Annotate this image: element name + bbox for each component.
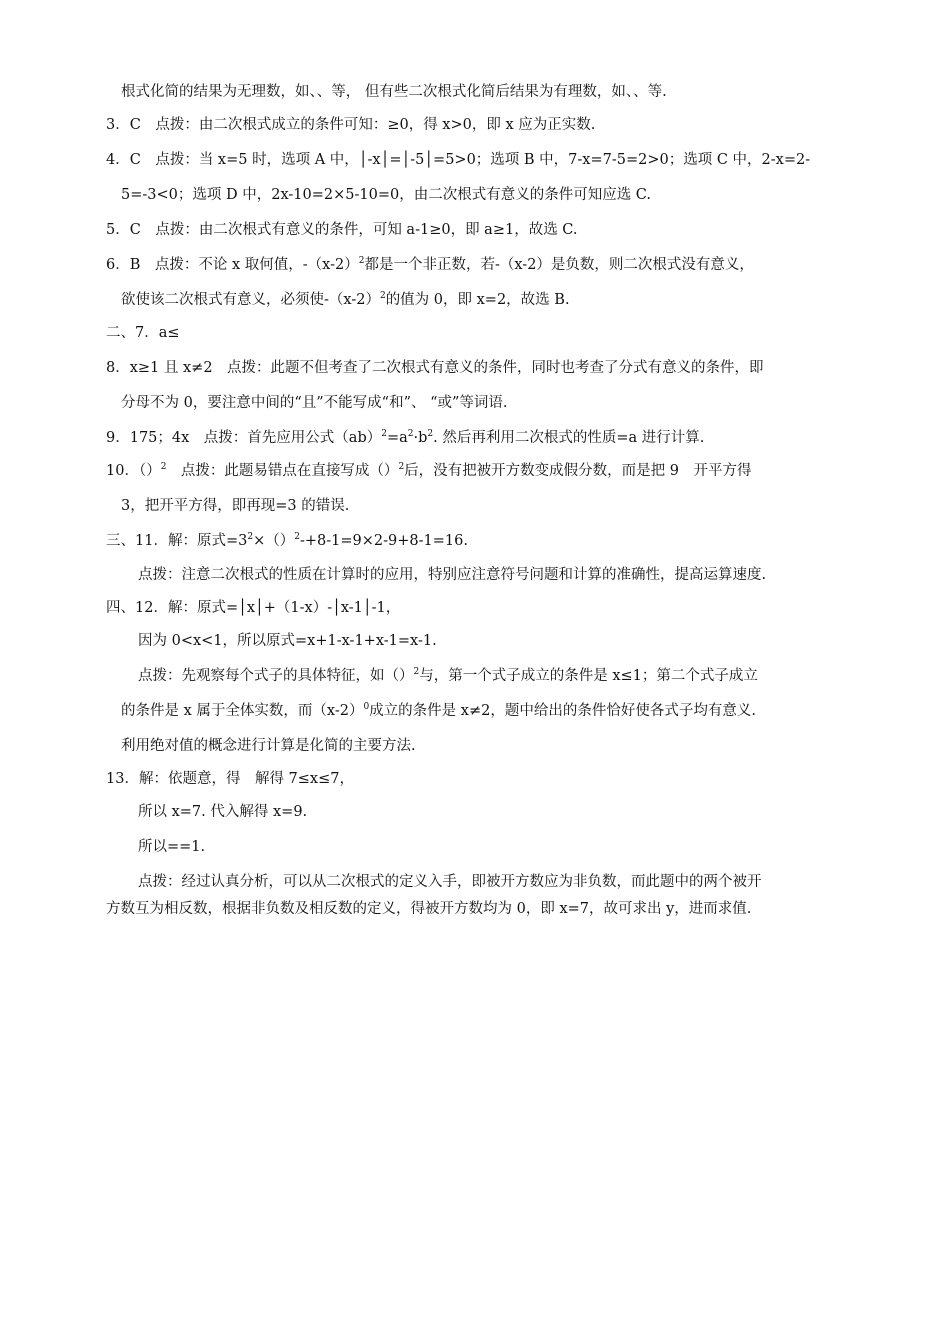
- text-line: 3，把开平方得，即再现=3 的错误.: [121, 498, 350, 514]
- text-line: 点拨：先观察每个式子的具体特征，如（）$^2$与，第一个式子成立的条件是 x≤1；第二个式子成立: [138, 667, 758, 684]
- text-line: 根式化简的结果为无理数，如、、等， 但有些二次根式化简后结果为有理数，如、、等.: [121, 84, 667, 100]
- text-line: 5=-3<0；选项 D 中，2x-10=2×5-10=0，由二次根式有意义的条件可知应选 C.: [121, 187, 651, 203]
- superscript: 2: [294, 532, 300, 542]
- text-line: 5．C 点拨：由二次根式有意义的条件，可知 a-1≥0，即 a≥1，故选 C.: [106, 222, 578, 238]
- text-line: 13．解：依题意，得 解得 7≤x≤7，: [106, 771, 354, 787]
- text-line: 4．C 点拨：当 x=5 时，选项 A 中，│-x│=│-5│=5>0；选项 B 中，7-x=7-5=2>0；选项 C 中，2-x=2-: [106, 152, 811, 168]
- superscript: 2: [247, 532, 254, 542]
- text-line: 3．C 点拨：由二次根式成立的条件可知：≥0，得 x>0，即 x 应为正实数.: [106, 117, 596, 133]
- superscript: 2: [358, 256, 365, 266]
- text-line: 分母不为 0，要注意中间的“且”不能写成“和”、 “或”等词语.: [121, 395, 508, 411]
- superscript: 0: [363, 702, 370, 712]
- text-line: 欲使该二次根式有意义，必须使$-(x-2)^2$的值为 0，即 x=2，故选 B.: [121, 291, 570, 308]
- text-line: 点拨：注意二次根式的性质在计算时的应用，特别应注意符号问题和计算的准确性，提高运算速度.: [138, 567, 767, 583]
- text-line: 利用绝对值的概念进行计算是化简的主要方法.: [121, 738, 416, 754]
- superscript: 2: [160, 462, 167, 472]
- text-line: 四、12．解：原式=│x│+（1-x）-│x-1│-1，: [106, 600, 401, 616]
- text-line: 9．175；4x 点拨：首先应用公式$(ab)^2=a^2\cdot b^2$. 然后再利用二次根式的性质=a 进行计算.: [106, 429, 705, 446]
- text-line: 因为 0<x<1，所以原式=x+1-x-1+x-1=x-1.: [138, 633, 437, 649]
- text-line: 二、7．a≤: [106, 325, 180, 341]
- text-line: 所以 x=7. 代入解得 x=9.: [138, 804, 308, 820]
- superscript: 2: [427, 429, 434, 439]
- text-line: 的条件是 x 属于全体实数，而$(x-2)^0$成立的条件是 x≠2，题中给出的条件恰好使各式子均有意义.: [121, 702, 756, 719]
- superscript: 2: [379, 291, 386, 301]
- superscript: 2: [407, 429, 414, 439]
- text-line: 所以==1.: [138, 839, 206, 855]
- superscript: 2: [398, 462, 405, 472]
- text-line: 10．（）$^2$ 点拨：此题易错点在直接写成（）$^2$后，没有把被开方数变成假分数，而是把 9 开平方得: [106, 462, 752, 479]
- text-line: 方数互为相反数，根据非负数及相反数的定义，得被开方数均为 0，即 x=7，故可求出 y，进而求值.: [106, 901, 752, 917]
- text-line: 8．x≥1 且 x≠2 点拨：此题不但考查了二次根式有意义的条件，同时也考查了分式有意义的条件，即: [106, 360, 764, 376]
- superscript: 2: [381, 429, 387, 439]
- text-line: 点拨：经过认真分析，可以从二次根式的定义入手，即被开方数应为非负数，而此题中的两个被开: [138, 874, 762, 890]
- text-line: 6．B 点拨：不论 x 取何值，$-(x-2)^2$都是一个非正数，若-（x-2）是负数，则二次根式没有意义，: [106, 256, 754, 273]
- text-line: 三、11．解：原式$=3^2\times()^2-+8-1=9\times 2-9+8-1=16$.: [106, 532, 468, 549]
- superscript: 2: [413, 667, 420, 677]
